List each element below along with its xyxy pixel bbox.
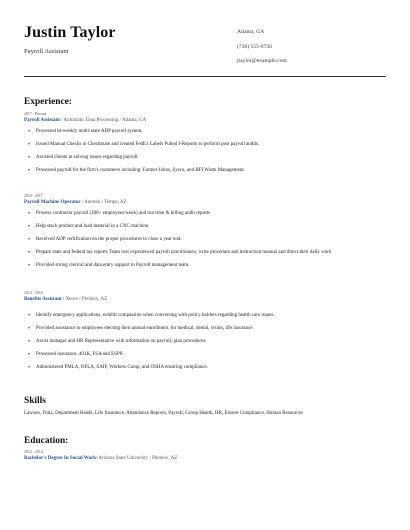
job-entry bbox=[24, 112, 390, 174]
job-bullets bbox=[24, 211, 390, 269]
school-name: / Arizona State University / Phoenix, AZ bbox=[96, 456, 178, 461]
job-heading bbox=[24, 117, 390, 124]
list-item: • Prepare state and federal tax reports Team loss experienced payroll practitioners, write procedure and instruction manual and direct their daily work bbox=[24, 250, 390, 256]
list-item: • Identify emergency applications, exhibit compassion when conversing with policy holders regarding health care issues. bbox=[24, 313, 390, 319]
list-item: • Processed insurance, 401K, FSA and ESPP. bbox=[24, 352, 390, 358]
job-dates: 2016 - 2017 bbox=[24, 194, 43, 198]
contact-phone: (730) 555-0733 bbox=[237, 43, 272, 50]
list-item: • Processed bi-weekly multi-state ADP payroll system. bbox=[24, 129, 390, 135]
job-dates: 2014 - 2016 bbox=[24, 291, 43, 295]
job-company: / Aerotek / Tempe, AZ bbox=[80, 200, 127, 205]
candidate-name: Justin Taylor bbox=[24, 24, 116, 41]
degree-title: Bachelor's Degree In Social Work bbox=[24, 456, 97, 461]
list-item: • Administered FMLA, OFLA, SAIF, Workers Comp, and OSHA ensuring compliance. bbox=[24, 365, 390, 371]
skills-list: Lawson, Fmla, Department Heads, Life Insurance, Attendance Reports, Payroll, Group Health, HR, Ensure Compliance, Human Resources bbox=[24, 411, 303, 416]
education-dates: 2010 - 2014 bbox=[24, 450, 43, 454]
list-item: • Received ADP certification on the proper procedures to close a year end. bbox=[24, 237, 390, 243]
contact-email[interactable]: jtaylor@example.com bbox=[237, 58, 287, 64]
job-dates: 2017 - Present bbox=[24, 112, 47, 116]
contact-location: Atlanta, GA bbox=[237, 29, 265, 35]
list-item: • Help stack product and load material in a CNC machine. bbox=[24, 224, 390, 230]
skills-heading: Skills bbox=[24, 396, 46, 406]
list-item: • Issued Manual Checks in Checkmate and created FedEx Labels Pulled I-Reports to perform post payroll audits. bbox=[24, 142, 390, 148]
job-company: / Xerox / Phoenix, AZ bbox=[61, 297, 108, 302]
education-heading-line bbox=[24, 455, 177, 462]
list-item: • Provided assistance to employees electing their annual enrollment, for medical, dental, vision, life insurance. bbox=[24, 326, 390, 332]
list-item: • Assist manager and HR Representative with information on payroll, plan procedures. bbox=[24, 339, 390, 345]
job-heading bbox=[24, 296, 390, 303]
job-entry bbox=[24, 291, 390, 371]
job-bullets bbox=[24, 129, 390, 174]
header-divider bbox=[24, 76, 386, 77]
contact-block bbox=[237, 29, 287, 73]
list-item: • Provided strong clerical and data entry support to Payroll management team. bbox=[24, 263, 390, 269]
list-item: • Assisted clients in solving issues regarding payroll. bbox=[24, 155, 390, 161]
list-item: • Process contractor payroll (100+ employees/week) and run time & billing audit reports bbox=[24, 211, 390, 217]
education-entry bbox=[24, 450, 177, 462]
candidate-role: Payroll Assistant bbox=[24, 48, 69, 55]
education-heading: Education: bbox=[24, 436, 69, 446]
job-title: Payroll Assistant bbox=[24, 118, 60, 123]
job-entry bbox=[24, 194, 390, 269]
list-item: • Processed payroll for the firm's customers including: Farmer Johns, Sysco, and BFI Waste Management. bbox=[24, 168, 390, 174]
job-heading bbox=[24, 199, 390, 206]
experience-heading: Experience: bbox=[24, 97, 72, 107]
job-bullets bbox=[24, 313, 390, 371]
resume-header bbox=[24, 24, 396, 72]
job-company: / Automatic Data Processing / Atlanta, GA bbox=[59, 118, 147, 123]
job-title: Payroll Machine Operator bbox=[24, 200, 81, 205]
job-title: Benefits Assistant bbox=[24, 297, 62, 302]
